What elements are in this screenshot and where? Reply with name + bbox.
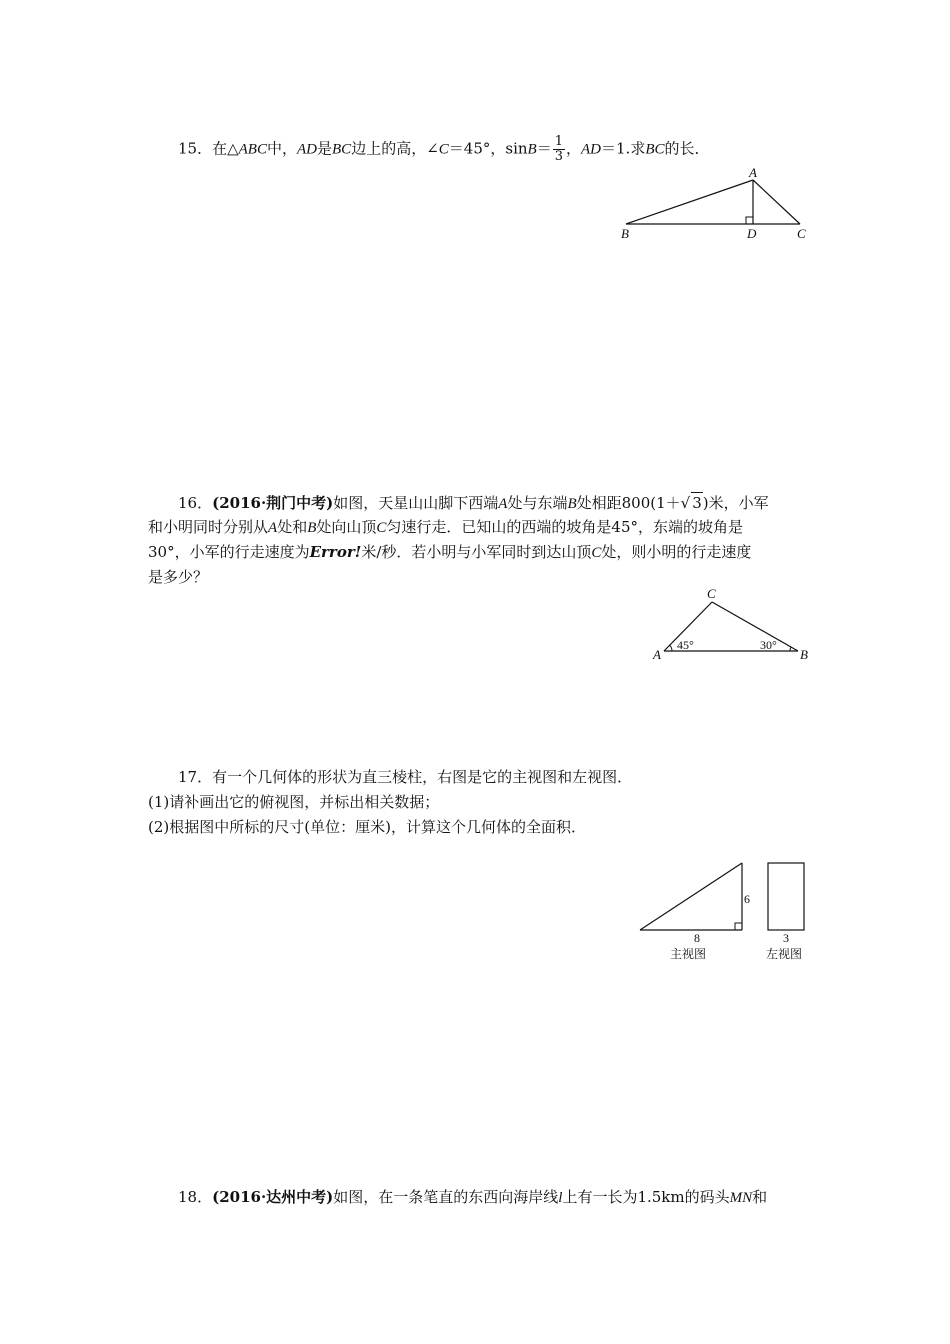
left-view-rect	[768, 863, 804, 930]
q18-text: 18．(2016·达州中考)如图，在一条笔直的东西向海岸线l上有一长为1.5km的码头MN和	[178, 1188, 768, 1206]
left-view	[766, 863, 804, 961]
height-label: 6	[744, 892, 750, 906]
q17-line-2: (1)请补画出它的俯视图，并标出相关数据；	[148, 793, 440, 811]
q17-views-figure	[630, 855, 820, 965]
label-a: A	[749, 165, 757, 180]
front-view	[640, 863, 750, 961]
right-angle-mark	[735, 923, 742, 930]
q15-text: 15．在△ABC中，AD是BC边上的高，∠C＝45°，sinB＝ $\frac{1}{3}$ ，AD＝1.求BC的长．	[178, 134, 710, 164]
left-view-caption: 左视图	[766, 947, 803, 961]
angle-label-a: 45°	[677, 638, 694, 652]
label-c: C	[797, 226, 806, 241]
edge-cb	[712, 602, 798, 651]
q17-line-3: (2)根据图中所标的尺寸(单位：厘米)，计算这个几何体的全面积．	[148, 818, 586, 836]
width-label: 3	[783, 931, 789, 945]
label-a: A	[653, 647, 661, 662]
q16-mountain-figure	[650, 585, 815, 665]
q17-line-1: 17．有一个几何体的形状为直三棱柱，右图是它的主视图和左视图．	[178, 768, 633, 786]
q16-line-1: 16．(2016·荆门中考)如图，天星山山脚下西端A处与东端B处相距800(1＋√ 3)米，小军	[178, 494, 769, 512]
edge-ac	[753, 180, 800, 224]
right-angle-mark	[746, 217, 753, 224]
angle-label-b: 30°	[760, 638, 777, 652]
angle-arc-a	[670, 645, 672, 651]
front-view-caption: 主视图	[670, 947, 707, 961]
label-b: B	[621, 226, 629, 241]
label-d: D	[747, 226, 757, 241]
q16-line-3: 30°，小军的行走速度为Error!米/秒．若小明与小军同时到达山顶C处，则小明的行走速度	[148, 543, 752, 561]
q16-line-2: 和小明同时分别从A处和B处向山顶C匀速行走．已知山的西端的坡角是45°，东端的坡角是	[148, 518, 743, 536]
q15-triangle-figure	[615, 160, 815, 245]
label-b: B	[800, 647, 808, 662]
label-c: C	[707, 586, 716, 601]
base-label: 8	[694, 931, 700, 945]
q16-line-4: 是多少？	[148, 568, 209, 586]
fraction-one-third: $\frac{1}{3}$	[554, 134, 563, 164]
sqrt-sign: √	[680, 494, 691, 512]
front-view-hypotenuse	[640, 863, 742, 930]
edge-ab	[626, 180, 753, 224]
